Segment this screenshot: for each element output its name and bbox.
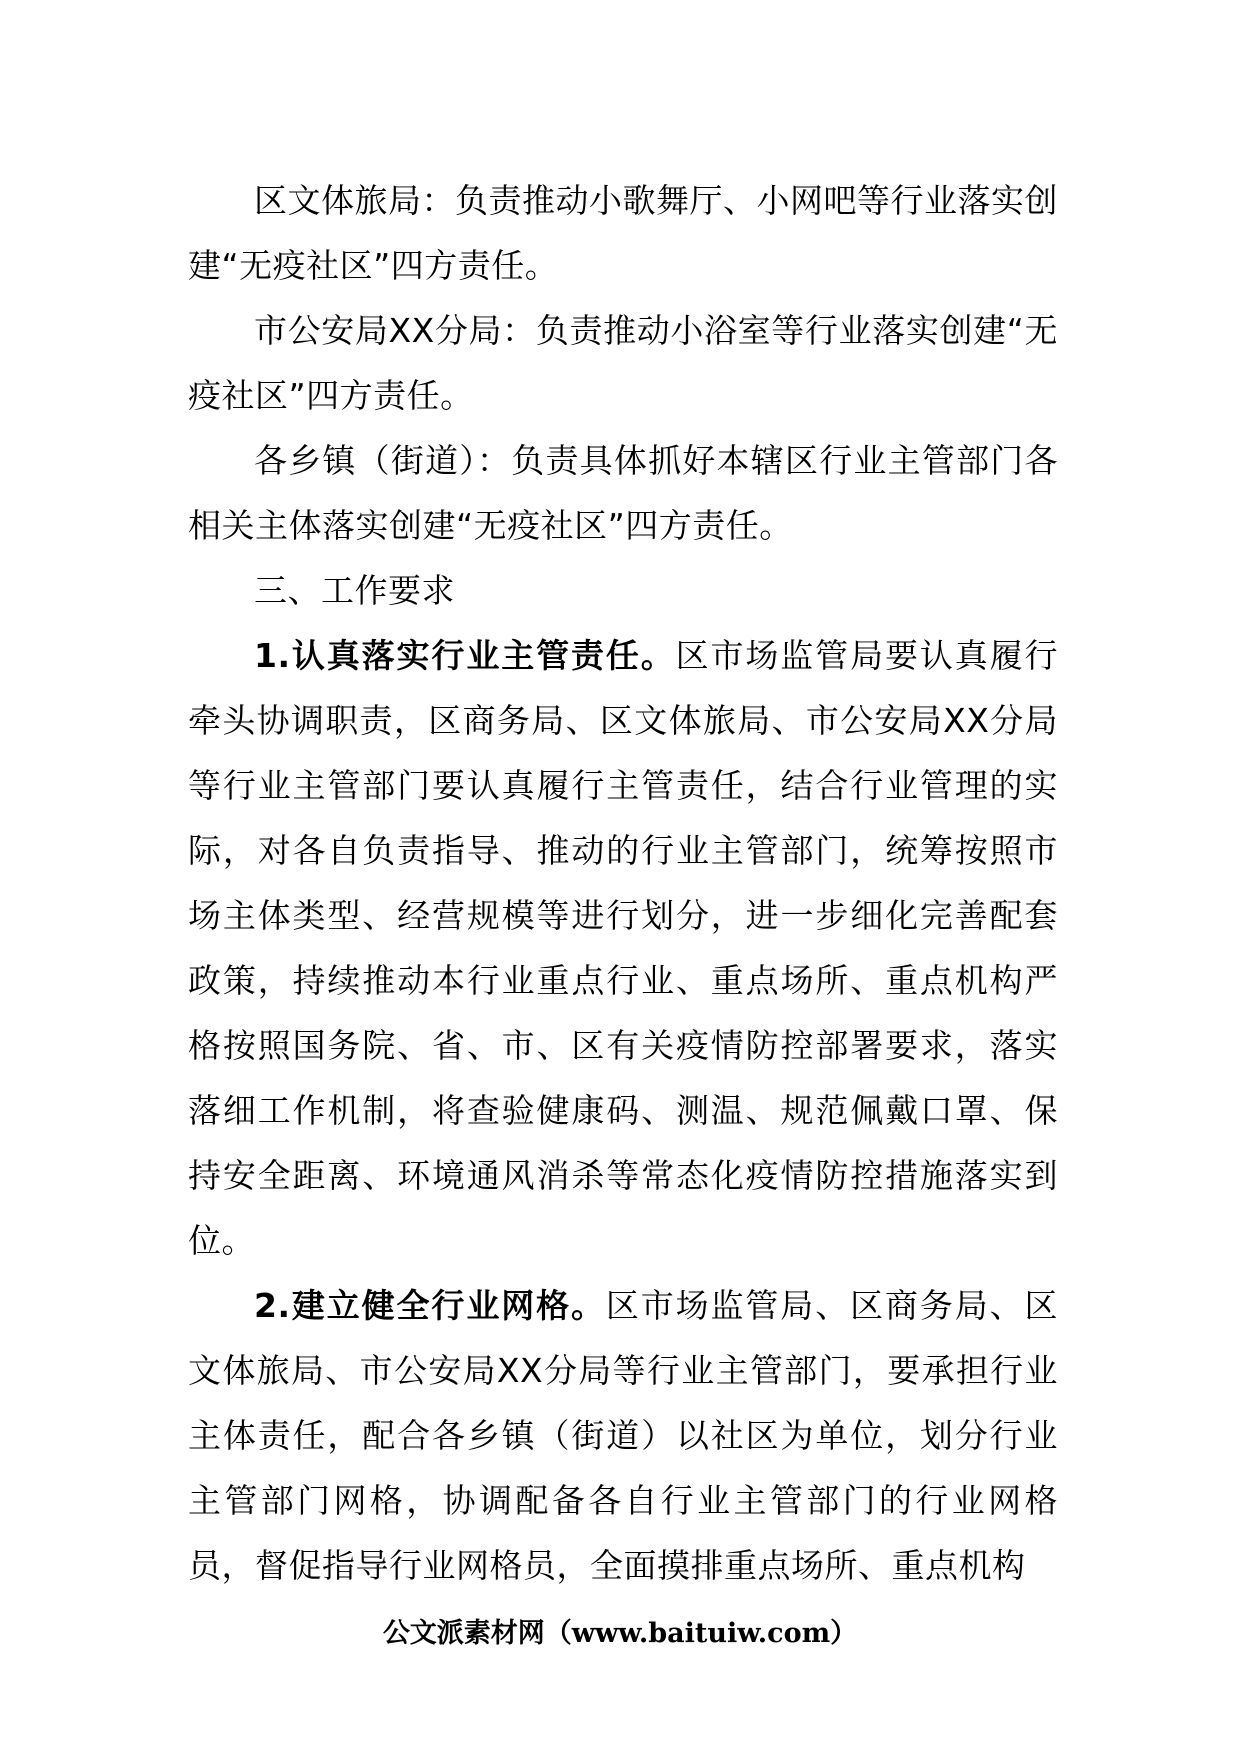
paragraph-townships bbox=[188, 428, 1058, 558]
paragraph-text: 区市场监管局要认真履行牵头协调职责，区商务局、区文体旅局、市公安局XX分局等行业主管部门要认真履行主管责任，结合行业管理的实际，对各自负责指导、推动的行业主管部门，统筹按照市场主体类型、经营规模等进行划分，进一步细化完善配套政策，持续推动本行业重点行业、重点场所、重点机构严格按照国务院、省、市、区有关疫情防控部署要求，落实落细工作机制，将查验健康码、测温、规范佩戴口罩、保持安全距离、环境通风消杀等常态化疫情防控措施落实到位。 bbox=[188, 636, 1059, 1260]
paragraph-lead: 2.建立健全行业网格。 bbox=[254, 1286, 606, 1325]
paragraph-police-bureau bbox=[188, 298, 1058, 428]
paragraph-culture-bureau bbox=[188, 168, 1058, 298]
paragraph-text: 区文体旅局：负责推动小歌舞厅、小网吧等行业落实创建“无疫社区”四方责任。 bbox=[188, 181, 1058, 285]
paragraph-text: 市公安局XX分局：负责推动小浴室等行业落实创建“无疫社区”四方责任。 bbox=[188, 311, 1058, 415]
paragraph-requirement-2 bbox=[188, 1273, 1058, 1598]
section-heading-work-requirements bbox=[188, 558, 1058, 623]
paragraph-text: 各乡镇（街道）：负责具体抓好本辖区行业主管部门各相关主体落实创建“无疫社区”四方责任。 bbox=[188, 441, 1058, 545]
paragraph-requirement-1 bbox=[188, 623, 1058, 1273]
document-body bbox=[188, 168, 1058, 1598]
paragraph-lead: 1.认真落实行业主管责任。 bbox=[254, 636, 676, 675]
paragraph-text: 三、工作要求 bbox=[254, 571, 455, 610]
paragraph-text: 区市场监管局、区商务局、区文体旅局、市公安局XX分局等行业主管部门，要承担行业主体责任，配合各乡镇（街道）以社区为单位，划分行业主管部门网格，协调配备各自行业主管部门的行业网格员，督促指导行业网格员，全面摸排重点场所、重点机构 bbox=[188, 1286, 1059, 1585]
footer-watermark: 公文派素材网（www.baituiw.com） bbox=[382, 1618, 858, 1649]
